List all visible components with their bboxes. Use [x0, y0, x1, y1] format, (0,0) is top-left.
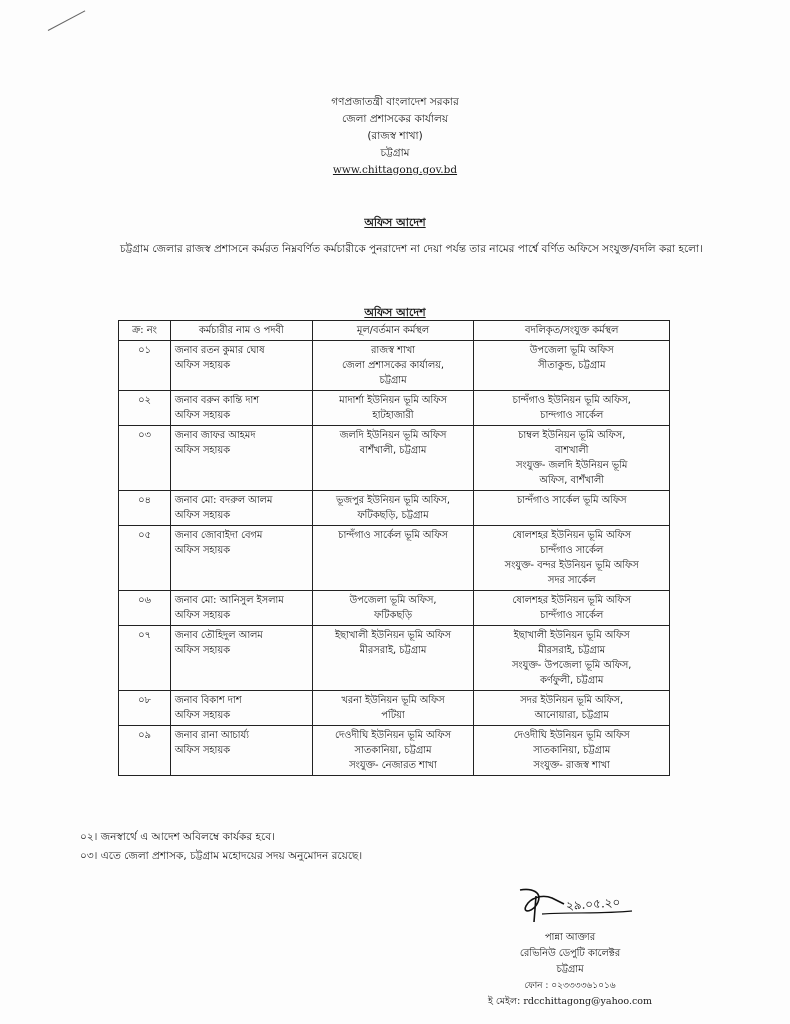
cell-serial: ০৭	[119, 626, 171, 691]
office-line: চান্দঁগাও ইউনিয়ন ভূমি অফিস,	[512, 395, 631, 406]
cell-serial: ০৫	[119, 526, 171, 591]
table-row	[119, 341, 670, 391]
table-row	[119, 726, 670, 776]
cell-employee	[170, 726, 312, 776]
office-line: মাদার্শা ইউনিয়ন ভূমি অফিস	[339, 395, 447, 406]
employee-designation: অফিস সহায়ক	[174, 360, 231, 371]
cell-new-office	[474, 591, 670, 626]
cell-current-office	[312, 341, 474, 391]
cell-employee	[170, 626, 312, 691]
table-row	[119, 626, 670, 691]
note-item: ০৩। এতে জেলা প্রশাসক, চট্টগ্রাম মহোদয়ের সদয় অনুমোদন রয়েছে।	[80, 850, 363, 862]
office-line: সদর সার্কেল	[547, 575, 596, 586]
intro-paragraph: চট্টগ্রাম জেলার রাজস্ব প্রশাসনে কর্মরত নিম্নবর্ণিত কর্মচারীকে পুনরাদেশ না দেয়া পর্যন্ত তার নামের পার্শ্বে বর্ণিত অফিসে সংযুক্ত/বদলি করা হলো।	[120, 243, 703, 255]
office-line: সংযুক্ত- বন্দর ইউনিয়ন ভূমি অফিস	[504, 560, 639, 571]
office-line: চান্দঁগাও সার্কেল ভূমি অফিস	[516, 495, 627, 506]
office-line: রাজস্ব শাখা	[371, 345, 415, 356]
table-row	[119, 591, 670, 626]
cell-new-office	[474, 626, 670, 691]
table-row	[119, 526, 670, 591]
office-line: ইছাখালী ইউনিয়ন ভূমি অফিস	[513, 630, 630, 641]
cell-serial: ০৯	[119, 726, 171, 776]
cell-current-office	[312, 526, 474, 591]
transfer-table	[118, 320, 670, 776]
office-line: চান্দগাও সার্কেল	[540, 410, 604, 421]
header-serial: ক্র: নং	[119, 321, 171, 341]
employee-designation: অফিস সহায়ক	[174, 610, 231, 621]
office-line: সীতাকুন্ড, চট্টগ্রাম	[537, 360, 606, 371]
cell-employee	[170, 691, 312, 726]
office-line: ষোলশহর ইউনিয়ন ভূমি অফিস	[512, 530, 631, 541]
employee-name: জনাব তৌহিদুল আলম	[174, 630, 263, 641]
cell-current-office	[312, 491, 474, 526]
employee-name: জনাব মো: বদরুল আলম	[174, 495, 273, 506]
table-title: অফিস আদেশ	[364, 306, 426, 319]
employee-name: জনাব রতন কুমার ঘোষ	[174, 345, 265, 356]
office-line: ফটিকছড়ি, চট্টগ্রাম	[357, 510, 429, 521]
employee-designation: অফিস সহায়ক	[174, 445, 231, 456]
office-line: চট্টগ্রাম	[379, 375, 407, 386]
office-line: ভূজপুর ইউনিয়ন ভূমি অফিস,	[335, 495, 450, 506]
table-row	[119, 426, 670, 491]
order-notes	[80, 828, 362, 866]
signatory-location: চট্টগ্রাম	[556, 964, 584, 975]
office-line: সংযুক্ত- রাজস্ব শাখা	[533, 760, 610, 771]
signatory-title: রেভিনিউ ডেপুটি কালেক্টর	[519, 948, 621, 959]
cell-current-office	[312, 391, 474, 426]
employee-designation: অফিস সহায়ক	[174, 545, 231, 556]
cell-new-office	[474, 726, 670, 776]
pen-mark	[48, 10, 86, 31]
employee-name: জনাব রানা আচার্য্য	[174, 730, 249, 741]
website-link[interactable]: www.chittagong.gov.bd	[332, 164, 458, 176]
office-line: খরনা ইউনিয়ন ভূমি অফিস	[341, 695, 445, 706]
office-line: ষোলশহর ইউনিয়ন ভূমি অফিস	[512, 595, 631, 606]
cell-employee	[170, 341, 312, 391]
employee-designation: অফিস সহায়ক	[174, 710, 231, 721]
email-address[interactable]: rdcchittagong@yahoo.com	[523, 996, 653, 1007]
cell-serial: ০২	[119, 391, 171, 426]
cell-current-office	[312, 591, 474, 626]
employee-designation: অফিস সহায়ক	[174, 645, 231, 656]
employee-designation: অফিস সহায়ক	[174, 745, 231, 756]
office-line: সাতকানিয়া, চট্টগ্রাম	[354, 745, 432, 756]
office-line: সংযুক্ত- নেজারত শাখা	[349, 760, 437, 771]
cell-employee	[170, 391, 312, 426]
employee-name: জনাব বরুন কান্তি দাশ	[174, 395, 260, 406]
order-title: অফিস আদেশ	[364, 216, 426, 229]
office-line: দেওদীঘি ইউনিয়ন ভূমি অফিস	[513, 730, 630, 741]
email-label: ই মেইল:	[487, 996, 521, 1007]
cell-employee	[170, 591, 312, 626]
office-line: চান্দঁগাও সার্কেল	[540, 545, 604, 556]
cell-current-office	[312, 691, 474, 726]
office-line: বাশঁখালী, চট্টগ্রাম	[359, 445, 427, 456]
office-name: জেলা প্রশাসকের কার্যালয়	[341, 113, 449, 125]
signatory-block	[480, 930, 660, 1010]
office-line: জেলা প্রশাসকের কার্যালয়,	[341, 360, 445, 371]
employee-name: জনাব জাফর আহমদ	[174, 430, 256, 441]
office-line: সংযুক্ত- উপজেলা ভূমি অফিস,	[511, 660, 632, 671]
note-item: ০২। জনস্বার্থে এ আদেশ অবিলম্বে কার্যকর হবে।	[80, 831, 275, 843]
table-header-row	[119, 321, 670, 341]
cell-new-office	[474, 691, 670, 726]
cell-current-office	[312, 726, 474, 776]
signatory-email-line	[480, 994, 660, 1010]
branch-name: (রাজস্ব শাখা)	[367, 130, 423, 142]
employee-name: জনাব বিকাশ দাশ	[174, 695, 242, 706]
header-name: কর্মচারীর নাম ও পদবী	[170, 321, 312, 341]
office-line: চাম্বল ইউনিয়ন ভূমি অফিস,	[518, 430, 626, 441]
table-row	[119, 491, 670, 526]
employee-designation: অফিস সহায়ক	[174, 410, 231, 421]
office-line: মীরসরাই, চট্টগ্রাম	[359, 645, 427, 656]
signatory-name: পান্না আক্তার	[544, 932, 596, 943]
office-line: জলদি ইউনিয়ন ভূমি অফিস	[339, 430, 447, 441]
cell-new-office	[474, 526, 670, 591]
office-line: সংযুক্ত- জলদি ইউনিয়ন ভূমি	[516, 460, 628, 471]
header-new-office: বদলিকৃত/সংযুক্ত কর্মস্থল	[474, 321, 670, 341]
signature-date: ২৯.০৫.২০	[565, 895, 621, 913]
district-name: চট্টগ্রাম	[380, 147, 410, 159]
office-line: হাটহাজারী	[372, 410, 414, 421]
office-line: ইছাখালী ইউনিয়ন ভূমি অফিস	[334, 630, 452, 641]
cell-employee	[170, 526, 312, 591]
cell-new-office	[474, 391, 670, 426]
table-row	[119, 691, 670, 726]
office-line: আনোয়ারা, চট্টগ্রাম	[534, 710, 609, 721]
govt-name: গণপ্রজাতন্ত্রী বাংলাদেশ সরকার	[331, 96, 459, 108]
cell-new-office	[474, 426, 670, 491]
table-row	[119, 391, 670, 426]
office-line: সদর ইউনিয়ন ভূমি অফিস,	[520, 695, 624, 706]
office-line: পটিয়া	[381, 710, 405, 721]
cell-serial: ০৩	[119, 426, 171, 491]
office-line: কর্ণফুলী, চট্টগ্রাম	[539, 675, 604, 686]
employee-designation: অফিস সহায়ক	[174, 510, 231, 521]
table-body	[119, 341, 670, 776]
cell-new-office	[474, 341, 670, 391]
office-line: সাতকানিয়া, চট্টগ্রাম	[533, 745, 611, 756]
cell-employee	[170, 426, 312, 491]
cell-employee	[170, 491, 312, 526]
cell-serial: ০৬	[119, 591, 171, 626]
office-line: চান্দঁগাও সার্কেল ভূমি অফিস	[338, 530, 448, 541]
employee-name: জনাব জোবাইদা বেগম	[174, 530, 263, 541]
office-line: অফিস, বাশঁখালী	[539, 475, 604, 486]
header-current-office: মূল/বর্তমান কর্মস্থল	[312, 321, 474, 341]
cell-new-office	[474, 491, 670, 526]
office-line: মীরসরাই, চট্টগ্রাম	[538, 645, 606, 656]
cell-current-office	[312, 626, 474, 691]
office-line: উপজেলা ভূমি অফিস,	[349, 595, 437, 606]
employee-name: জনাব মো: আনিসুল ইসলাম	[174, 595, 284, 606]
office-line: ফটিকছড়ি	[374, 610, 412, 621]
cell-serial: ০৪	[119, 491, 171, 526]
cell-serial: ০৮	[119, 691, 171, 726]
office-line: বাশখালী	[554, 445, 589, 456]
signatory-phone: ফোন : ০২৩৩৩৩৬১০১৬	[524, 981, 616, 991]
office-line: উপজেলা ভূমি অফিস	[529, 345, 614, 356]
cell-serial: ০১	[119, 341, 171, 391]
office-line: দেওদীঘি ইউনিয়ন ভূমি অফিস	[335, 730, 451, 741]
cell-current-office	[312, 426, 474, 491]
office-line: চান্দঁগাও সার্কেল	[540, 610, 604, 621]
letterhead	[0, 94, 790, 179]
